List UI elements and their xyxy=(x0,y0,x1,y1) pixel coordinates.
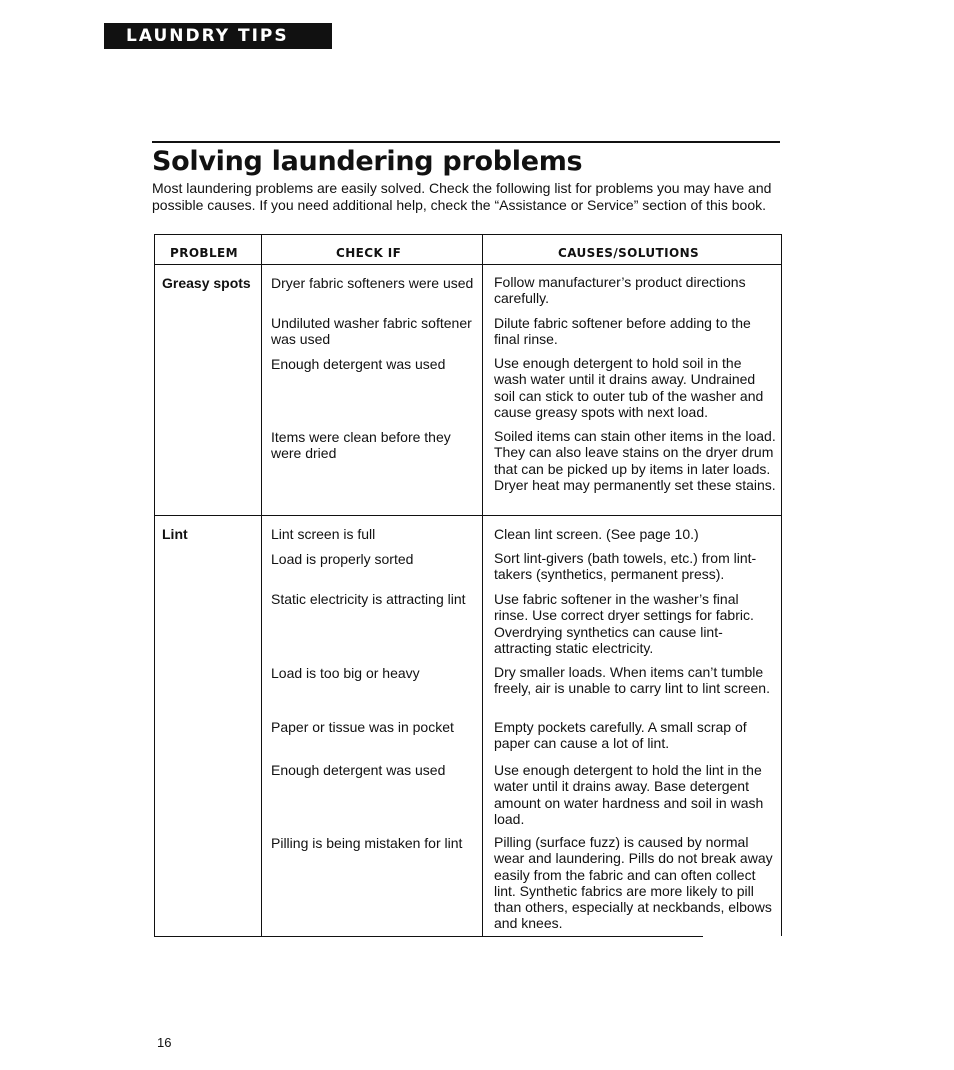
check-cell: Load is too big or heavy xyxy=(271,665,420,681)
group-divider xyxy=(154,515,782,516)
intro-paragraph: Most laundering problems are easily solved. Check the following list for problems you may have and possible causes. If you need additional help, check the “Assistance or Service” section of this book. xyxy=(152,180,772,213)
solution-cell: Follow manufacturer’s product directions carefully. xyxy=(494,274,746,307)
check-cell: Enough detergent was used xyxy=(271,762,446,778)
solution-cell: Use fabric softener in the washer’s final rinse. Use correct dryer settings for fabric. Overdrying synthetics can cause lint-attracting static electricity. xyxy=(494,591,754,656)
check-cell: Pilling is being mistaken for lint xyxy=(271,835,463,851)
check-cell: Lint screen is full xyxy=(271,526,376,542)
column-header-causes-solutions: CAUSES/SOLUTIONS xyxy=(558,246,700,260)
solution-cell: Dry smaller loads. When items can’t tumble freely, air is unable to carry lint to lint screen. xyxy=(494,664,770,697)
check-cell: Load is properly sorted xyxy=(271,551,414,567)
page-title: Solving laundering problems xyxy=(152,146,583,177)
check-cell: Enough detergent was used xyxy=(271,356,446,372)
solution-cell: Soiled items can stain other items in the load. They can also leave stains on the dryer drum that can be picked up by items in later loads. Dryer heat may permanently set these stains. xyxy=(494,428,776,493)
problem-label-lint: Lint xyxy=(162,526,188,542)
solution-cell: Empty pockets carefully. A small scrap of paper can cause a lot of lint. xyxy=(494,719,747,752)
check-cell: Undiluted washer fabric softener was used xyxy=(271,315,472,348)
solution-cell: Use enough detergent to hold soil in the wash water until it drains away. Undrained soil can stick to outer tub of the washer and cause greasy spots with next load. xyxy=(494,355,764,420)
solution-cell: Use enough detergent to hold the lint in the water until it drains away. Base detergent amount on water hardness and soil in wash load. xyxy=(494,762,764,827)
column-header-check-if: CHECK IF xyxy=(336,246,402,260)
solution-cell: Clean lint screen. (See page 10.) xyxy=(494,526,699,542)
page-number: 16 xyxy=(157,1035,172,1050)
header-rule xyxy=(154,264,782,265)
column-divider-solution xyxy=(482,234,483,937)
table-bottom-rule xyxy=(154,936,703,937)
section-banner: LAUNDRY TIPS xyxy=(104,23,332,49)
solution-cell: Dilute fabric softener before adding to the final rinse. xyxy=(494,315,751,348)
check-cell: Dryer fabric softeners were used xyxy=(271,275,474,291)
solution-cell: Sort lint-givers (bath towels, etc.) from lint-takers (synthetics, permanent press). xyxy=(494,550,757,583)
check-cell: Paper or tissue was in pocket xyxy=(271,719,454,735)
check-cell: Items were clean before they were dried xyxy=(271,429,451,462)
problem-label-greasy-spots: Greasy spots xyxy=(162,275,251,291)
column-divider-check xyxy=(261,234,262,937)
column-header-problem: PROBLEM xyxy=(170,246,238,260)
solution-cell: Pilling (surface fuzz) is caused by normal wear and laundering. Pills do not break away easily from the fabric and can often collect lint. Synthetic fabrics are more likely to pill than others, especially at neckbands, elbows and knees. xyxy=(494,834,773,932)
check-cell: Static electricity is attracting lint xyxy=(271,591,466,607)
